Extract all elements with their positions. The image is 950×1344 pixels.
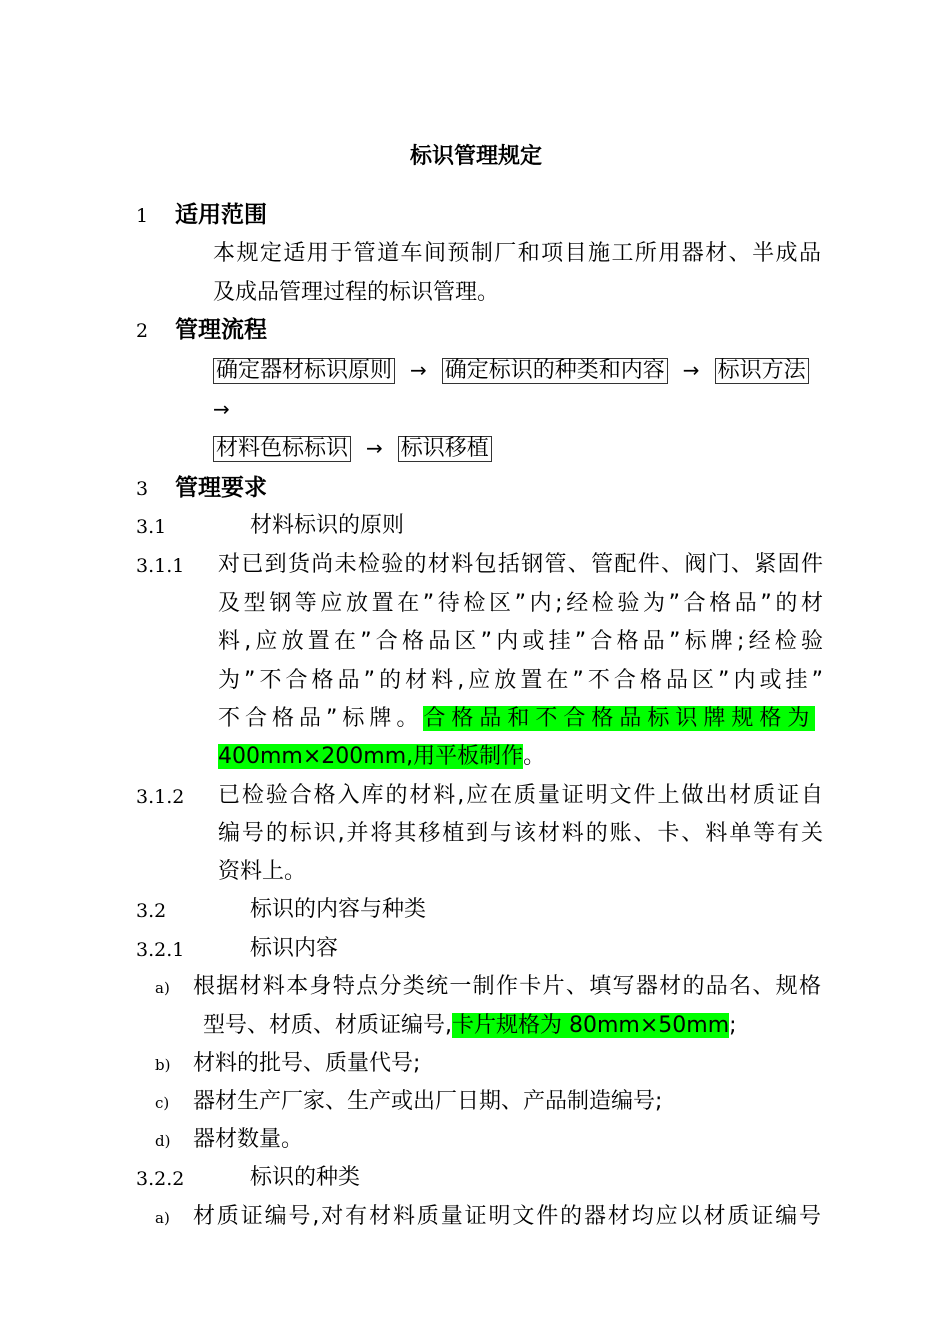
section-number-2: 2 — [136, 320, 149, 342]
flow-step-5: 标识移植 — [398, 436, 492, 462]
list-label-a: a) — [155, 979, 170, 997]
para-3-1-1-line-5 — [218, 704, 815, 734]
section-number-3-1-2: 3.1.2 — [136, 786, 185, 808]
list-item-b: 材料的批号、质量代号; — [193, 1051, 421, 1076]
flow-step-1: 确定器材标识原则 — [213, 358, 395, 384]
para-text: 。 — [523, 744, 546, 769]
highlighted-text: 合格品和不合格品标识牌规格为 — [423, 706, 816, 731]
section-number-1: 1 — [136, 205, 149, 227]
list-item-a: 材质证编号,对有材料质量证明文件的器材均应以材质证编号 — [193, 1204, 821, 1229]
section-heading-3-2-1: 标识内容 — [250, 936, 339, 961]
para-3-1-1-line-4: 为”不合格品”的材料,应放置在”不合格品区”内或挂” — [218, 668, 823, 693]
para-text: 不合格品”标牌。 — [218, 706, 424, 731]
section-number-3-2-1: 3.2.1 — [136, 939, 185, 961]
list-item-a-line-2 — [203, 1011, 737, 1041]
para-3-1-2-line-2: 编号的标识,并将其移植到与该材料的账、卡、料单等有关 — [218, 821, 823, 846]
section-number-3-2-2: 3.2.2 — [136, 1168, 185, 1190]
para-3-1-2-line-1: 已检验合格入库的材料,应在质量证明文件上做出材质证自 — [218, 783, 823, 808]
section-heading-requirements: 管理要求 — [175, 475, 267, 501]
highlighted-text: 400mm×200mm,用平板制作 — [218, 744, 524, 769]
flow-row-1 — [213, 355, 809, 386]
section-heading-3-1: 材料标识的原则 — [250, 513, 405, 538]
flow-step-3: 标识方法 — [715, 358, 809, 384]
list-label-d: d) — [155, 1132, 171, 1150]
arrow-icon: → — [213, 397, 230, 421]
para-3-1-1-line-2: 及型钢等应放置在”待检区”内;经检验为”合格品”的材 — [218, 591, 823, 616]
arrow-icon: → — [410, 358, 427, 382]
para-3-1-2-line-3: 资料上。 — [218, 859, 307, 884]
list-item-c: 器材生产厂家、生产或出厂日期、产品制造编号; — [193, 1089, 663, 1114]
page-title: 标识管理规定 — [410, 144, 543, 169]
section-heading-scope: 适用范围 — [175, 202, 267, 228]
list-label-b: b) — [155, 1056, 171, 1074]
section-number-3-2: 3.2 — [136, 900, 167, 922]
para-text: 型号、材质、材质证编号, — [203, 1013, 452, 1038]
section-number-3-1-1: 3.1.1 — [136, 555, 185, 577]
list-label-c: c) — [155, 1094, 170, 1112]
list-item-a-line-1: 根据材料本身特点分类统一制作卡片、填写器材的品名、规格 — [193, 974, 821, 999]
para-3-1-1-line-1: 对已到货尚未检验的材料包括钢管、管配件、阀门、紧固件 — [218, 552, 823, 577]
section-heading-flow: 管理流程 — [175, 317, 267, 343]
section-number-3: 3 — [136, 478, 149, 500]
scope-line-1: 本规定适用于管道车间预制厂和项目施工所用器材、半成品 — [213, 241, 821, 266]
arrow-icon: → — [366, 436, 383, 460]
section-heading-3-2-2: 标识的种类 — [250, 1165, 361, 1190]
section-heading-3-2: 标识的内容与种类 — [250, 897, 427, 922]
list-item-d: 器材数量。 — [193, 1127, 304, 1152]
flow-step-4: 材料色标标识 — [213, 436, 351, 462]
arrow-icon: → — [682, 358, 700, 382]
para-3-1-1-line-6 — [218, 742, 545, 772]
para-3-1-1-line-3: 料,应放置在”合格品区”内或挂”合格品”标牌;经检验 — [218, 629, 823, 654]
section-number-3-1: 3.1 — [136, 516, 167, 538]
scope-line-2: 及成品管理过程的标识管理。 — [213, 280, 500, 305]
flow-row-2 — [213, 433, 492, 464]
flow-step-2: 确定标识的种类和内容 — [442, 358, 668, 384]
highlighted-text: 卡片规格为 80mm×50mm — [452, 1013, 730, 1038]
para-text: ; — [729, 1013, 737, 1038]
list-label-a: a) — [155, 1209, 170, 1227]
